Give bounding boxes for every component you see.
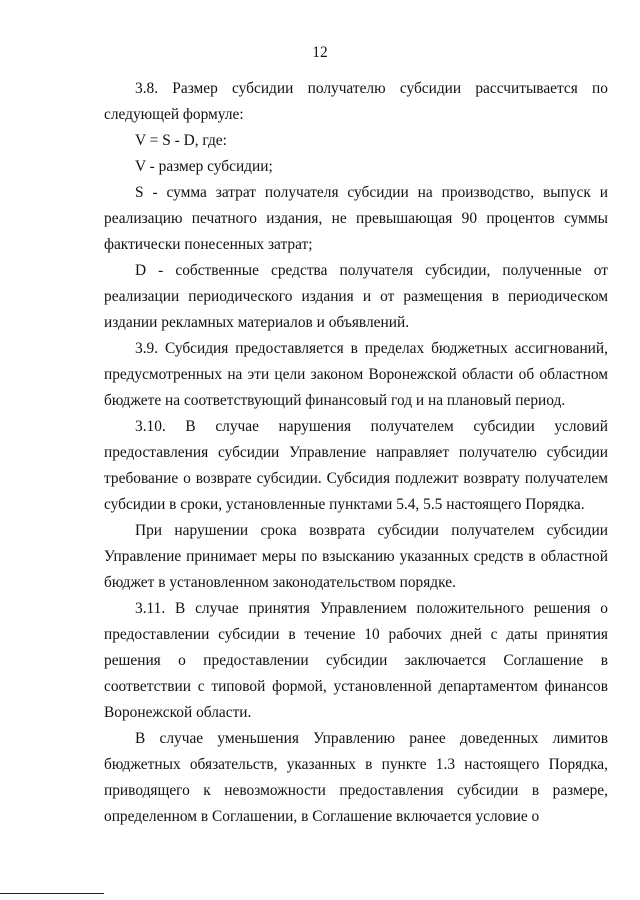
page-number: 12 <box>312 44 328 61</box>
paragraph-limit-reduction: В случае уменьшения Управлению ранее доведенных лимитов бюджетных обязательств, указанных в пункте 1.3 настоящего Порядка, приводящего к невозможности предоставления субсидии в размере, определенном в Соглашении, в Соглашение включается условие о <box>104 730 608 825</box>
formula-v-definition: V - размер субсидии; <box>135 158 273 175</box>
paragraph-return-deadline: При нарушении срока возврата субсидии получателем субсидии Управление принимает меры по взысканию указанных средств в областной бюджет в установленном законодательством порядке. <box>104 522 608 591</box>
document-body <box>104 76 608 830</box>
formula-line: V = S - D, где: <box>135 132 227 149</box>
paragraph-3-10: 3.10. В случае нарушения получателем субсидии условий предоставления субсидии Управление направляет получателю субсидии требование о возврате субсидии. Субсидия подлежит возврату получателем субсидии в сроки, установленные пунктами 5.4, 5.5 настоящего Порядка. <box>104 418 608 513</box>
formula-d-definition: D - собственные средства получателя субсидии, полученные от реализации периодического издания и от размещения в периодическом издании рекламных материалов и объявлений. <box>104 262 608 331</box>
paragraph-3-11: 3.11. В случае принятия Управлением положительного решения о предоставлении субсидии в течение 10 рабочих дней с даты принятия решения о предоставлении субсидии заключается Соглашение в соответствии с типовой формой, установленной департаментом финансов Воронежской области. <box>104 600 608 721</box>
paragraph-3-8: 3.8. Размер субсидии получателю субсидии рассчитывается по следующей формуле: <box>104 80 608 123</box>
paragraph-3-9: 3.9. Субсидия предоставляется в пределах бюджетных ассигнований, предусмотренных на эти цели законом Воронежской области об областном бюджете на соответствующий финансовый год и на плановый период. <box>104 340 608 409</box>
formula-s-definition: S - сумма затрат получателя субсидии на производство, выпуск и реализацию печатного издания, не превышающая 90 процентов суммы фактически понесенных затрат; <box>104 184 608 253</box>
footnote-divider <box>0 893 104 894</box>
